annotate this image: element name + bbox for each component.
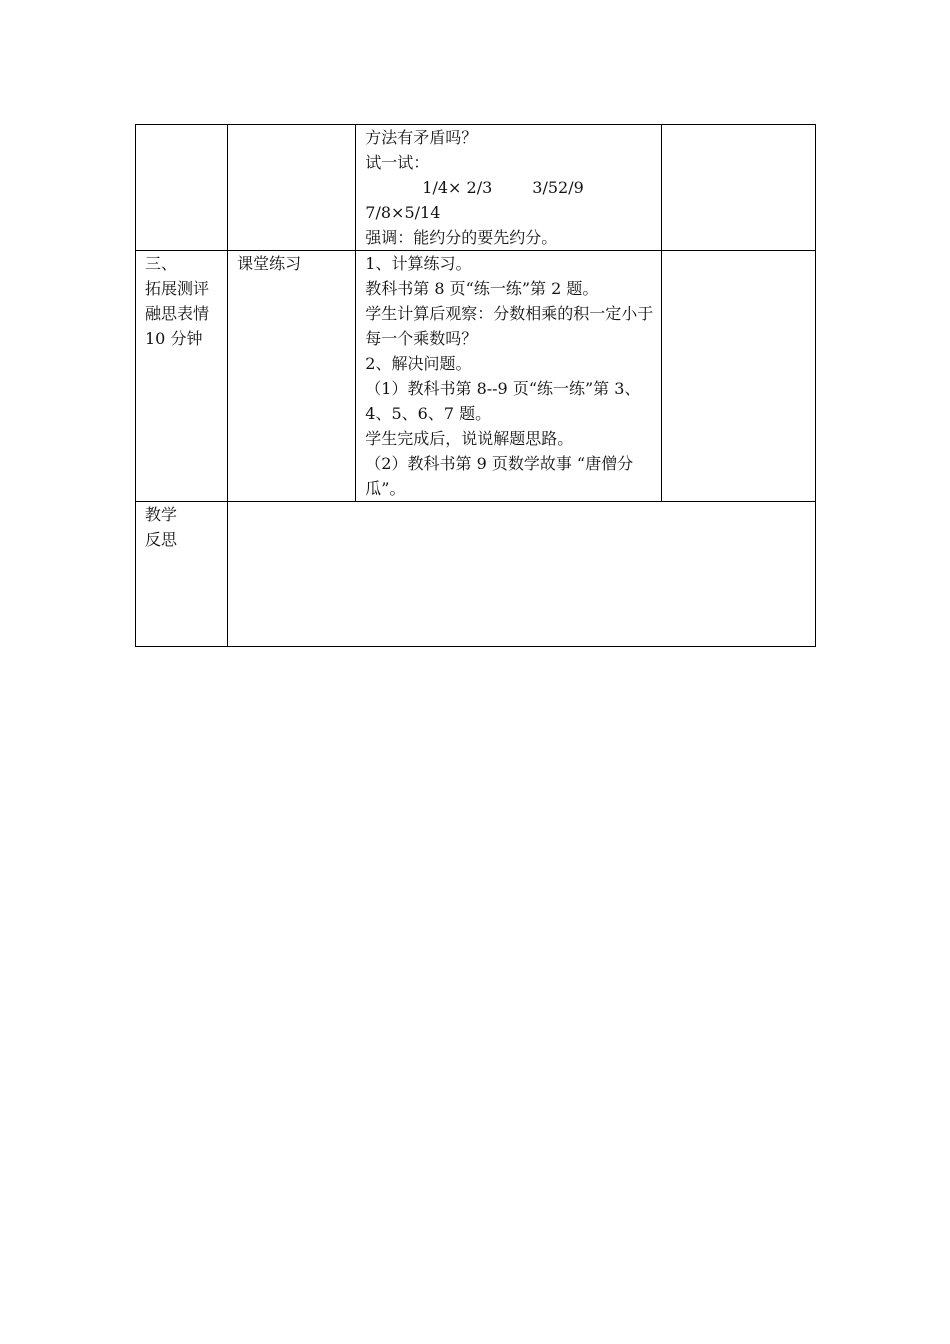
table-row	[136, 125, 816, 251]
content-line: （1）教科书第 8--9 页“练一练”第 3、4、5、6、7 题。	[365, 379, 641, 423]
content-line: 学生计算后观察：分数相乘的积一定小于每一个乘数吗？	[365, 304, 654, 348]
table-row	[136, 251, 816, 502]
activity-cell	[228, 251, 356, 502]
expression: 3/52/9	[532, 178, 584, 197]
notes-cell	[662, 251, 816, 502]
stage-line: 融思表情	[145, 304, 210, 323]
table-row	[136, 502, 816, 647]
stage-line: 拓展测评	[145, 279, 210, 298]
content-line: 教科书第 8 页“练一练”第 2 题。	[365, 279, 599, 298]
notes-cell	[662, 125, 816, 251]
content-line: 7/8×5/14	[365, 203, 441, 222]
activity-cell	[228, 125, 356, 251]
stage-line: 10 分钟	[145, 329, 203, 348]
expression: 1/4× 2/3	[422, 178, 493, 197]
activity-label: 课堂练习	[237, 254, 302, 273]
reflection-label: 反思	[145, 530, 178, 549]
reflection-content-cell	[228, 502, 816, 647]
stage-line: 三、	[145, 254, 178, 273]
reflection-label: 教学	[145, 505, 178, 524]
expression-line	[365, 175, 661, 200]
content-line: 学生完成后，说说解题思路。	[365, 429, 574, 448]
content-line: 方法有矛盾吗？	[365, 128, 478, 147]
content-line: 1、计算练习。	[365, 254, 472, 273]
reflection-label-cell	[136, 502, 228, 647]
content-line: 强调：能约分的要先约分。	[365, 228, 558, 247]
content-line: 2、解决问题。	[365, 354, 472, 373]
content-cell	[356, 251, 662, 502]
content-line: （2）教科书第 9 页数学故事 “唐僧分瓜”。	[365, 454, 634, 498]
lesson-plan-table	[135, 124, 816, 647]
stage-cell	[136, 125, 228, 251]
content-cell	[356, 125, 662, 251]
stage-cell	[136, 251, 228, 502]
content-line: 试一试：	[365, 153, 430, 172]
